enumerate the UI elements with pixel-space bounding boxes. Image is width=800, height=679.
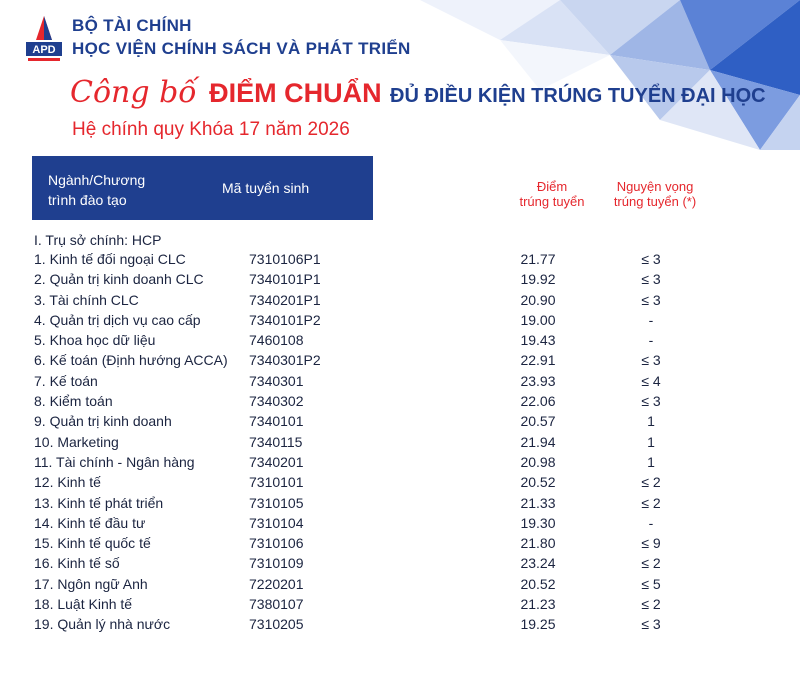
admission-code-cell: 7310101 [249,474,304,491]
admission-code-cell: 7380107 [249,596,304,613]
program-name-cell: 14. Kinh tế đầu tư [34,514,146,531]
admission-code-cell: 7310104 [249,514,304,531]
score-cell: 22.91 [520,352,556,369]
program-name-cell: 2. Quản trị kinh doanh CLC [34,271,204,288]
table-row [0,534,800,554]
program-name-cell: 3. Tài chính CLC [34,291,139,308]
program-name-cell: 11. Tài chính - Ngân hàng [34,453,195,470]
program-name-cell: 9. Quản trị kinh doanh [34,413,172,430]
column-header-wish [600,179,710,209]
score-cell: 19.00 [520,311,556,328]
admission-code-cell: 7340101P2 [249,311,321,328]
admission-code-cell: 7310205 [249,616,304,633]
program-name-cell: 4. Quản trị dịch vụ cao cấp [34,311,201,328]
column-header-program-line1: Ngành/Chương [48,172,146,188]
admission-code-cell: 7340201P1 [249,291,321,308]
program-name-cell: 6. Kế toán (Định hướng ACCA) [34,352,228,369]
column-header-wish-line2: trúng tuyển (*) [613,194,697,209]
wish-cell: ≤ 2 [641,494,661,511]
admission-code-cell: 7340201 [249,453,304,470]
table-row [0,615,800,635]
table-row [0,433,800,453]
title-script: Công bố [70,75,197,110]
table-row [0,453,800,473]
admission-code-cell: 7340302 [249,393,304,410]
wish-cell: ≤ 4 [641,372,661,389]
table-row [0,372,800,392]
wish-cell: ≤ 2 [641,596,661,613]
table-row [0,412,800,432]
admission-code-cell: 7340101 [249,413,304,430]
wish-cell: - [648,311,654,328]
column-header-code: Mã tuyển sinh [222,180,310,196]
admission-code-cell: 7460108 [249,332,304,349]
score-cell: 20.52 [520,575,556,592]
score-cell: 21.33 [520,494,556,511]
page-title [70,75,766,110]
table-row [0,392,800,412]
table-row [0,473,800,493]
section-title: I. Trụ sở chính: HCP [34,232,162,248]
wish-cell: ≤ 3 [641,616,661,633]
program-name-cell: 5. Khoa học dữ liệu [34,332,156,349]
wish-cell: 1 [647,453,655,470]
score-cell: 20.90 [520,291,556,308]
logo-text: APD [32,44,56,56]
admission-code-cell: 7310106P1 [249,251,321,267]
table-row [0,270,800,290]
score-cell: 21.77 [520,251,556,267]
admission-code-cell: 7340301 [249,372,304,389]
wish-cell: ≤ 3 [641,352,661,369]
wish-cell: ≤ 9 [641,535,661,552]
table-row [0,554,800,574]
column-header-score [497,179,607,209]
admission-code-cell: 7310109 [249,555,304,572]
table-row [0,595,800,615]
table-row [0,575,800,595]
score-cell: 23.93 [520,372,556,389]
score-cell: 21.80 [520,535,556,552]
program-name-cell: 12. Kinh tế [34,474,101,491]
column-header-score-line2: trúng tuyển [519,194,585,209]
score-cell: 19.43 [520,332,556,349]
title-highlight: ĐIỂM CHUẨN [209,78,382,108]
admission-code-cell: 7310105 [249,494,304,511]
program-name-cell: 18. Luật Kinh tế [34,596,133,613]
table-row [0,494,800,514]
column-header-program-line2: trình đào tạo [48,192,127,208]
wish-cell: ≤ 3 [641,291,661,308]
column-header-program [48,170,145,210]
program-name-cell: 13. Kinh tế phát triển [34,494,164,511]
program-name-cell: 19. Quản lý nhà nước [34,616,171,633]
table-body [0,250,800,636]
wish-cell: 1 [647,433,655,450]
table-row [0,331,800,351]
title-rest: ĐỦ ĐIỀU KIỆN TRÚNG TUYỂN ĐẠI HỌC [390,85,766,107]
wish-cell: 1 [647,413,655,430]
score-cell: 19.92 [520,271,556,288]
score-cell: 19.25 [520,616,556,633]
program-name-cell: 17. Ngôn ngữ Anh [34,575,148,592]
admission-code-cell: 7310106 [249,535,304,552]
program-name-cell: 1. Kinh tế đối ngoại CLC [34,251,186,267]
program-name-cell: 8. Kiểm toán [34,393,113,410]
wish-cell: ≤ 3 [641,271,661,288]
table-row [0,291,800,311]
wish-cell: ≤ 2 [641,555,661,572]
score-cell: 23.24 [520,555,556,572]
score-cell: 22.06 [520,393,556,410]
admission-code-cell: 7340101P1 [249,271,321,288]
score-cell: 20.52 [520,474,556,491]
apd-logo-icon [22,14,66,64]
wish-cell: ≤ 5 [641,575,661,592]
column-header-score-line1: Điểm [536,179,568,194]
table-row [0,250,800,270]
column-header-wish-line1: Nguyện vọng [616,179,694,194]
table-row [0,514,800,534]
institute-name: HỌC VIỆN CHÍNH SÁCH VÀ PHÁT TRIỂN [72,39,411,58]
score-cell: 21.23 [520,596,556,613]
wish-cell: - [648,514,654,531]
admission-code-cell: 7220201 [249,575,304,592]
wish-cell: - [648,332,654,349]
program-name-cell: 7. Kế toán [34,372,98,389]
table-row [0,311,800,331]
program-name-cell: 10. Marketing [34,433,119,450]
wish-cell: ≤ 3 [641,251,661,267]
program-name-cell: 16. Kinh tế số [34,555,120,572]
score-cell: 20.57 [520,413,556,430]
wish-cell: ≤ 3 [641,393,661,410]
admission-code-cell: 7340115 [249,433,303,450]
table-row [0,351,800,371]
score-cell: 20.98 [520,453,556,470]
wish-cell: ≤ 2 [641,474,661,491]
page-subtitle: Hệ chính quy Khóa 17 năm 2026 [72,119,350,140]
organization-name: BỘ TÀI CHÍNH [72,16,192,35]
admission-code-cell: 7340301P2 [249,352,321,369]
score-cell: 21.94 [520,433,556,450]
score-cell: 19.30 [520,514,556,531]
program-name-cell: 15. Kinh tế quốc tế [34,535,151,552]
